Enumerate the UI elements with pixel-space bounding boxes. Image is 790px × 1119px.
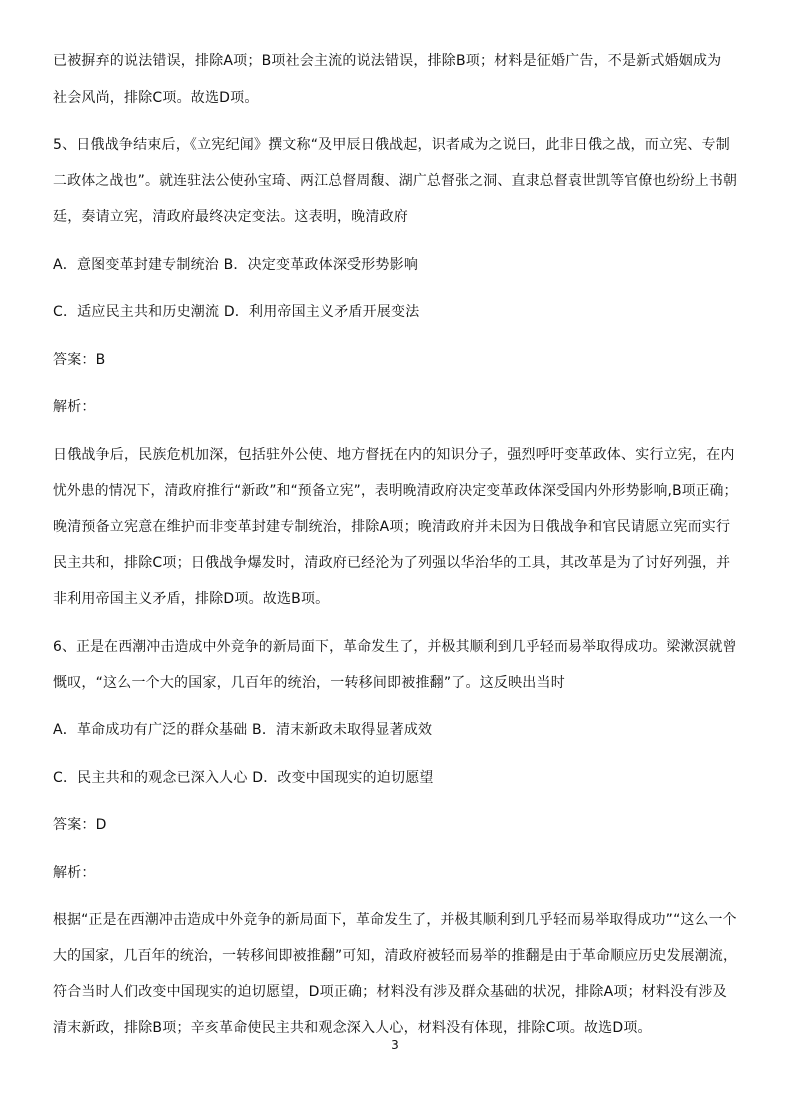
question-6-options: C．民主共和的观念已深入人心 D．改变中国现实的迫切愿望 <box>53 770 434 786</box>
question-6-stem: 慨叹，“这么一个大的国家，几百年的统治，一转移间即被推翻”了。这反映出当时 <box>53 675 565 691</box>
question-6-analysis: 清末新政，排除B项；辛亥革命使民主共和观念深入人心，材料没有体现，排除C项。故选D项。 <box>53 1020 652 1036</box>
question-5-analysis: 非利用帝国主义矛盾，排除D项。故选B项。 <box>53 591 330 607</box>
text-line: 社会风尚，排除C项。故选D项。 <box>53 90 259 106</box>
question-5-stem: 廷，奏请立宪，清政府最终决定变法。这表明，晚清政府 <box>53 209 408 225</box>
question-5-analysis: 忧外患的情况下，清政府推行“新政”和“预备立宪”，表明晚清政府决定变革政体深受国内外形势影响,B项正确； <box>53 483 738 499</box>
text-line: 已被摒弃的说法错误，排除A项；B项社会主流的说法错误，排除B项；材料是征婚广告，不是新式婚姻成为 <box>53 53 722 69</box>
question-5-stem: 二政体之战也”。就连驻法公使孙宝琦、两江总督周馥、湖广总督张之洞、直隶总督袁世凯等官僚也纷纷上书朝 <box>53 173 738 189</box>
question-6-analysis: 根据“正是在西潮冲击造成中外竞争的新局面下，革命发生了，并极其顺利到几乎轻而易举取得成功”“这么一个 <box>53 912 737 928</box>
question-5-answer: 答案：B <box>53 352 106 368</box>
question-6-options: A．革命成功有广泛的群众基础 B．清末新政未取得显著成效 <box>53 722 433 738</box>
question-5-analysis: 日俄战争后，民族危机加深，包括驻外公使、地方督抚在内的知识分子，强烈呼吁变革政体、实行立宪，在内 <box>53 447 735 463</box>
question-5-analysis: 民主共和，排除C项；日俄战争爆发时，清政府已经沦为了列强以华治华的工具，其改革是为了讨好列强，并 <box>53 555 731 571</box>
question-6-stem: 6、正是在西潮冲击造成中外竞争的新局面下，革命发生了，并极其顺利到几乎轻而易举取得成功。梁漱溟就曾 <box>53 639 737 655</box>
question-6-analysis-label: 解析： <box>53 865 96 881</box>
question-5-analysis: 晚清预备立宪意在维护而非变革封建专制统治，排除A项；晚清政府并未因为日俄战争和官民请愿立宪而实行 <box>53 519 731 535</box>
question-6-analysis: 符合当时人们改变中国现实的迫切愿望，D项正确；材料没有涉及群众基础的状况，排除A项；材料没有涉及 <box>53 984 727 1000</box>
question-6-analysis: 大的国家，几百年的统治，一转移间即被推翻”可知，清政府被轻而易举的推翻是由于革命顺应历史发展潮流， <box>53 948 738 964</box>
question-6-answer: 答案：D <box>53 817 107 833</box>
question-5-options: C．适应民主共和历史潮流 D．利用帝国主义矛盾开展变法 <box>53 304 420 320</box>
question-5-analysis-label: 解析： <box>53 399 96 415</box>
question-5-options: A．意图变革封建专制统治 B．决定变革政体深受形势影响 <box>53 257 419 273</box>
question-5-stem: 5、日俄战争结束后，《立宪纪闻》撰文称“及甲辰日俄战起，识者咸为之说曰，此非日俄之战，而立宪、专制 <box>53 137 730 153</box>
page-number: 3 <box>391 1038 399 1052</box>
